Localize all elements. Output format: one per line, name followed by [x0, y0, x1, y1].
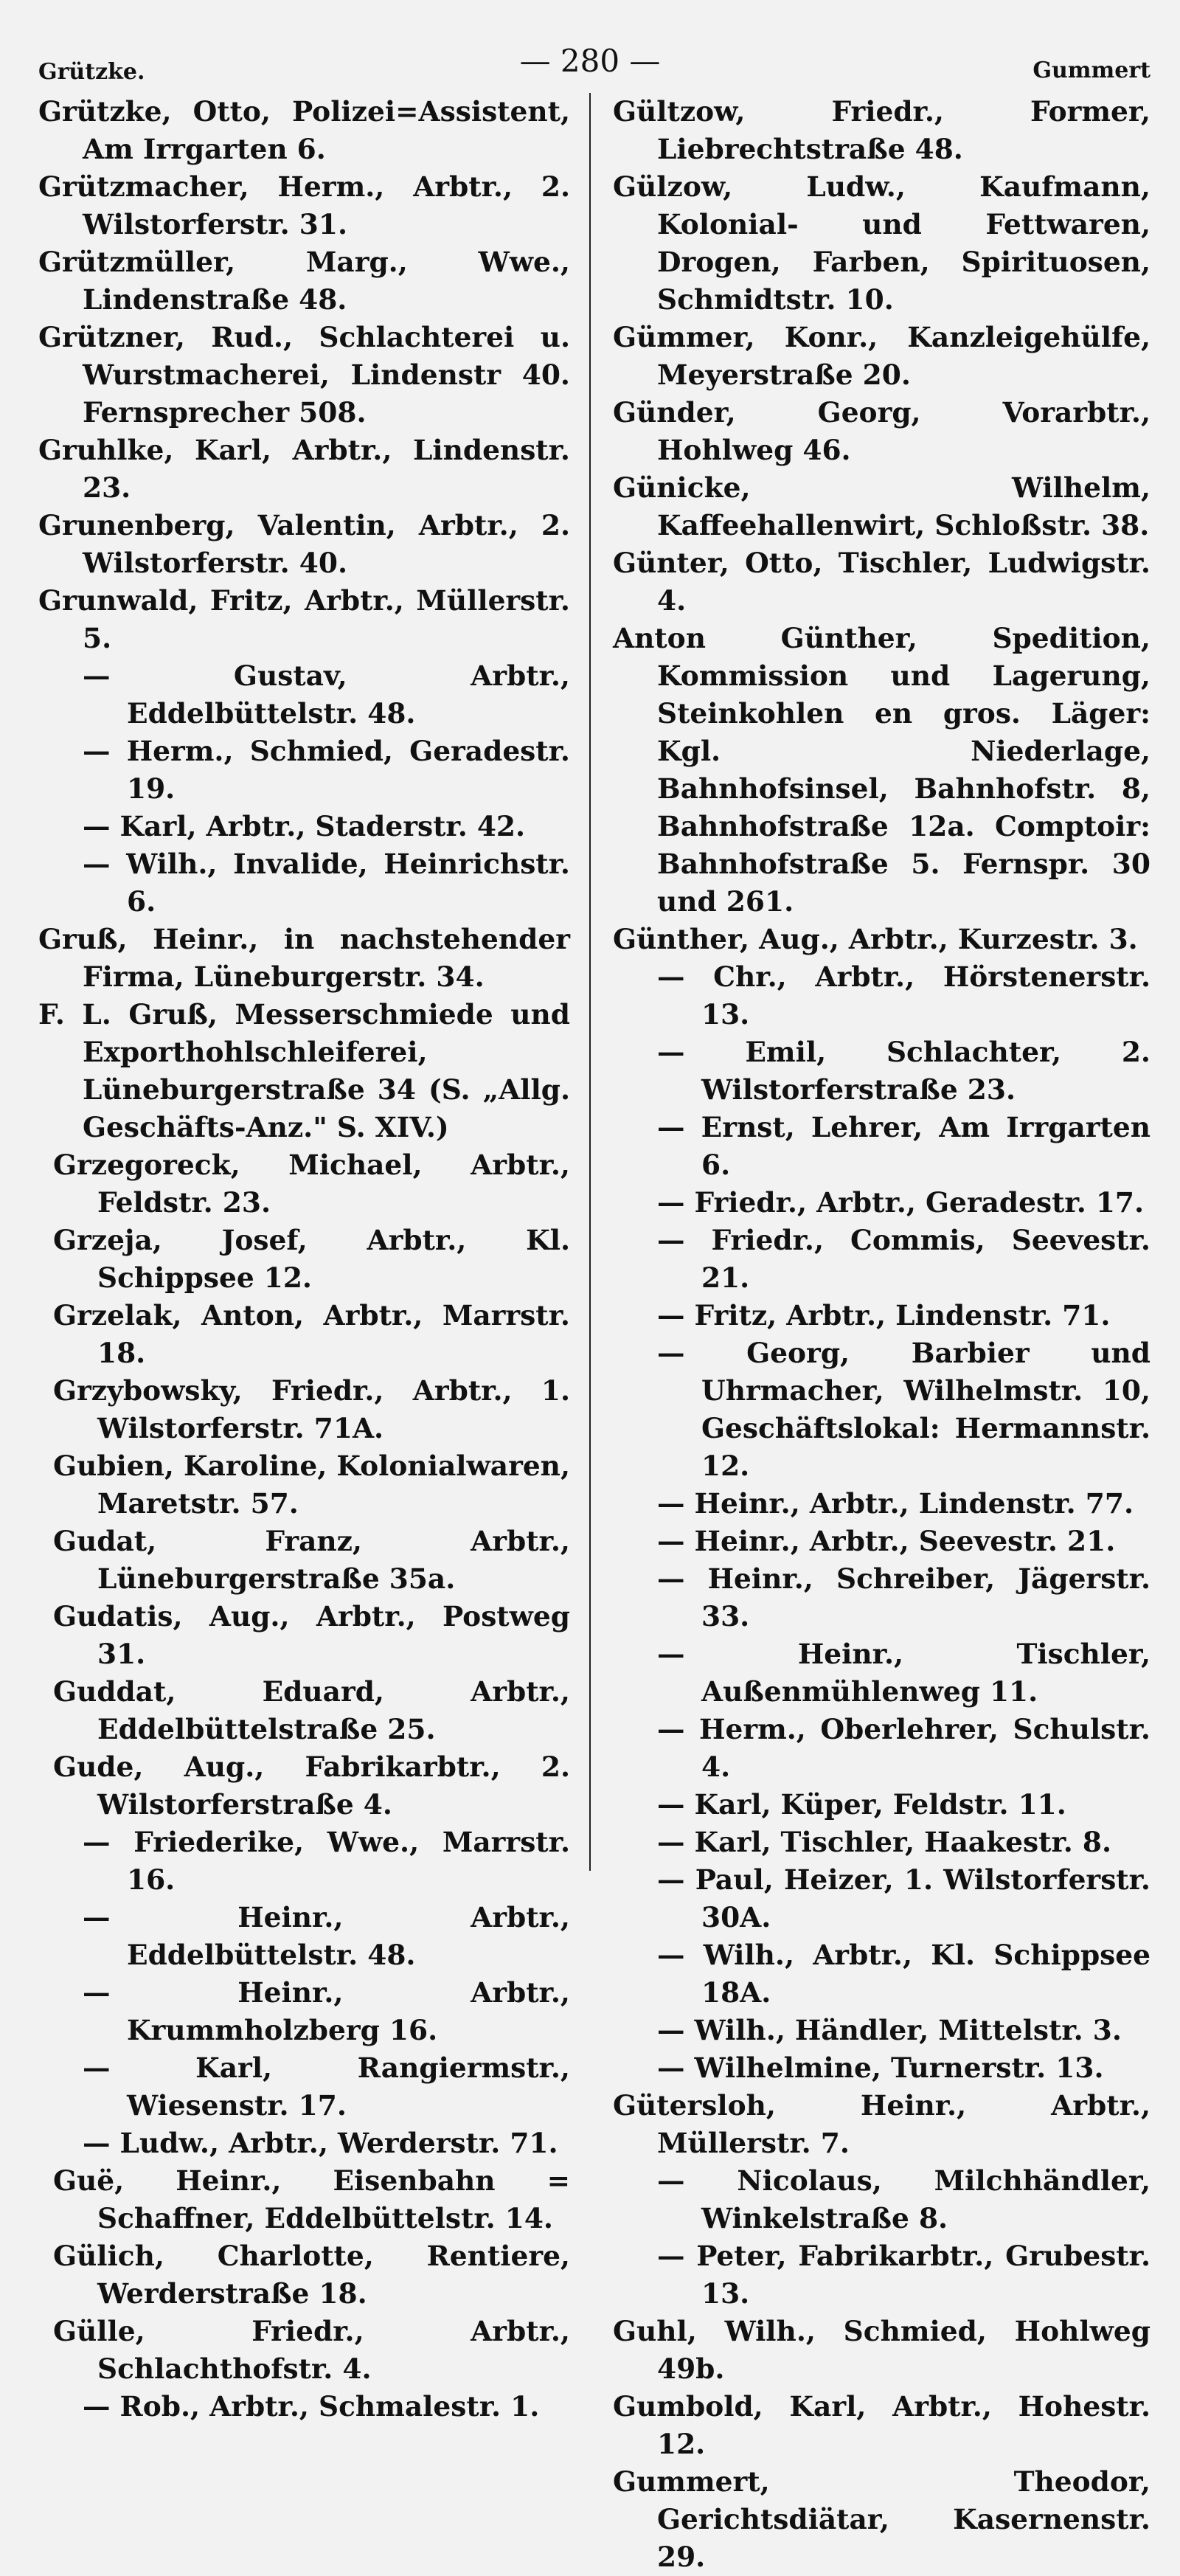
- directory-entry: — Wilh., Händler, Mittelstr. 3.: [657, 2014, 1122, 2046]
- directory-entry: F. L. Gruß, Messerschmiede und Exporthohlschleiferei, Lüneburgerstraße 34 (S. „Allg. Geschäfts-Anz." S. XIV.): [38, 998, 570, 1143]
- right-column: [591, 89, 1150, 2573]
- page-header: [30, 22, 1150, 89]
- directory-entry: Gümmer, Konr., Kanzleigehülfe, Meyerstraße 20.: [613, 321, 1150, 391]
- directory-entry: — Ernst, Lehrer, Am Irrgarten 6.: [657, 1111, 1150, 1181]
- page-number: — 280 —: [519, 43, 661, 79]
- directory-entry: Guë, Heinr., Eisenbahn = Schaffner, Eddelbüttelstr. 14.: [53, 2164, 570, 2234]
- directory-entry: — Wilh., Invalide, Heinrichstr. 6.: [83, 848, 570, 918]
- directory-entry: — Chr., Arbtr., Hörstenerstr. 13.: [657, 960, 1150, 1031]
- directory-entry: Gülle, Friedr., Arbtr., Schlachthofstr. 4.: [53, 2315, 570, 2385]
- directory-entry: Gummert, Theodor, Gerichtsdiätar, Kasernenstr. 29.: [613, 2465, 1150, 2573]
- directory-entry: — Fritz, Arbtr., Lindenstr. 71.: [657, 1299, 1111, 1332]
- directory-entry: Grzelak, Anton, Arbtr., Marrstr. 18.: [53, 1299, 570, 1369]
- directory-page: [30, 22, 1150, 2573]
- directory-entry: — Ludw., Arbtr., Werderstr. 71.: [83, 2127, 558, 2159]
- directory-entry: Günicke, Wilhelm, Kaffeehallenwirt, Schloßstr. 38.: [613, 471, 1150, 541]
- directory-entry: Grützner, Rud., Schlachterei u. Wurstmacherei, Lindenstr 40. Fernsprecher 508.: [38, 321, 570, 429]
- directory-entry: Gütersloh, Heinr., Arbtr., Müllerstr. 7.: [613, 2089, 1150, 2159]
- directory-entry: Gruß, Heinr., in nachstehender Firma, Lüneburgerstr. 34.: [38, 923, 570, 993]
- directory-entry: — Karl, Arbtr., Staderstr. 42.: [83, 810, 526, 842]
- directory-entry: — Friedr., Commis, Seevestr. 21.: [657, 1224, 1150, 1294]
- directory-entry: Grützmüller, Marg., Wwe., Lindenstraße 48.: [38, 246, 570, 316]
- directory-entry: — Heinr., Arbtr., Eddelbüttelstr. 48.: [83, 1901, 570, 1971]
- running-head-left: Grützke.: [38, 59, 145, 85]
- directory-entry: Grunwald, Fritz, Arbtr., Müllerstr. 5.: [38, 584, 570, 654]
- directory-entry: Grzeja, Josef, Arbtr., Kl. Schippsee 12.: [53, 1224, 570, 1294]
- directory-entry: Günter, Otto, Tischler, Ludwigstr. 4.: [613, 547, 1150, 617]
- directory-entry: — Peter, Fabrikarbtr., Grubestr. 13.: [657, 2240, 1150, 2310]
- directory-entry: Grützke, Otto, Polizei=Assistent, Am Irrgarten 6.: [38, 95, 570, 165]
- directory-entry: — Heinr., Arbtr., Seevestr. 21.: [657, 1525, 1116, 1557]
- directory-entry: Gumbold, Karl, Arbtr., Hohestr. 12.: [613, 2390, 1150, 2460]
- directory-entry: — Emil, Schlachter, 2. Wilstorferstraße 23.: [657, 1036, 1150, 1106]
- directory-entry: — Wilh., Arbtr., Kl. Schippsee 18A.: [657, 1939, 1150, 2009]
- directory-entry: Gubien, Karoline, Kolonialwaren, Maretstr. 57.: [53, 1450, 570, 1520]
- directory-entry: — Friedr., Arbtr., Geradestr. 17.: [657, 1186, 1145, 1219]
- directory-entry: — Georg, Barbier und Uhrmacher, Wilhelmstr. 10, Geschäftslokal: Hermannstr. 12.: [657, 1337, 1150, 1482]
- directory-entry: Gruhlke, Karl, Arbtr., Lindenstr. 23.: [38, 434, 570, 504]
- directory-entry: — Heinr., Schreiber, Jägerstr. 33.: [657, 1562, 1150, 1632]
- directory-entry: — Karl, Rangiermstr., Wiesenstr. 17.: [83, 2052, 570, 2122]
- directory-entry: Günther, Aug., Arbtr., Kurzestr. 3.: [613, 923, 1138, 955]
- running-head-right: Gummert: [1032, 58, 1150, 83]
- directory-entry: — Rob., Arbtr., Schmalestr. 1.: [83, 2390, 540, 2423]
- directory-entry: Günder, Georg, Vorarbtr., Hohlweg 46.: [613, 396, 1150, 466]
- directory-entry: — Herm., Schmied, Geradestr. 19.: [83, 735, 570, 805]
- directory-entry: Guhl, Wilh., Schmied, Hohlweg 49b.: [613, 2315, 1150, 2385]
- directory-entry: — Herm., Oberlehrer, Schulstr. 4.: [657, 1713, 1150, 1783]
- directory-entry: Grzegoreck, Michael, Arbtr., Feldstr. 23.: [53, 1149, 570, 1219]
- directory-entry: — Heinr., Arbtr., Lindenstr. 77.: [657, 1487, 1134, 1520]
- directory-entry: Anton Günther, Spedition, Kommission und Lagerung, Steinkohlen en gros. Läger: Kgl. Niederlage, Bahnhofsinsel, Bahnhofstr. 8, Bahnhofstraße 12a. Comptoir: Bahnhofstraße 5. Fernspr. 30 und 261.: [613, 622, 1150, 918]
- directory-entry: Grzybowsky, Friedr., Arbtr., 1. Wilstorferstr. 71A.: [53, 1374, 570, 1444]
- left-column: [30, 89, 589, 2423]
- directory-entry: Grützmacher, Herm., Arbtr., 2. Wilstorferstr. 31.: [38, 170, 570, 240]
- directory-entry: Gültzow, Friedr., Former, Liebrechtstraße 48.: [613, 95, 1150, 165]
- directory-entry: Grunenberg, Valentin, Arbtr., 2. Wilstorferstr. 40.: [38, 509, 570, 579]
- directory-entry: — Friederike, Wwe., Marrstr. 16.: [83, 1826, 570, 1896]
- directory-entry: Gude, Aug., Fabrikarbtr., 2. Wilstorferstraße 4.: [53, 1751, 570, 1821]
- directory-entry: — Heinr., Arbtr., Krummholzberg 16.: [83, 1976, 570, 2046]
- directory-entry: Guddat, Eduard, Arbtr., Eddelbüttelstraße 25.: [53, 1675, 570, 1745]
- directory-entry: Gülich, Charlotte, Rentiere, Werderstraße 18.: [53, 2240, 570, 2310]
- directory-entry: Gülzow, Ludw., Kaufmann, Kolonial- und Fettwaren, Drogen, Farben, Spirituosen, Schmidtstr. 10.: [613, 170, 1150, 316]
- directory-entry: — Nicolaus, Milchhändler, Winkelstraße 8.: [657, 2164, 1150, 2234]
- directory-columns: [30, 89, 1150, 2573]
- directory-entry: — Heinr., Tischler, Außenmühlenweg 11.: [657, 1638, 1150, 1708]
- directory-entry: Gudat, Franz, Arbtr., Lüneburgerstraße 35a.: [53, 1525, 570, 1595]
- directory-entry: — Karl, Küper, Feldstr. 11.: [657, 1788, 1066, 1821]
- directory-entry: Gudatis, Aug., Arbtr., Postweg 31.: [53, 1600, 570, 1670]
- directory-entry: — Karl, Tischler, Haakestr. 8.: [657, 1826, 1112, 1858]
- directory-entry: — Paul, Heizer, 1. Wilstorferstr. 30A.: [657, 1863, 1150, 1933]
- directory-entry: — Wilhelmine, Turnerstr. 13.: [657, 2052, 1104, 2084]
- directory-entry: — Gustav, Arbtr., Eddelbüttelstr. 48.: [83, 659, 570, 730]
